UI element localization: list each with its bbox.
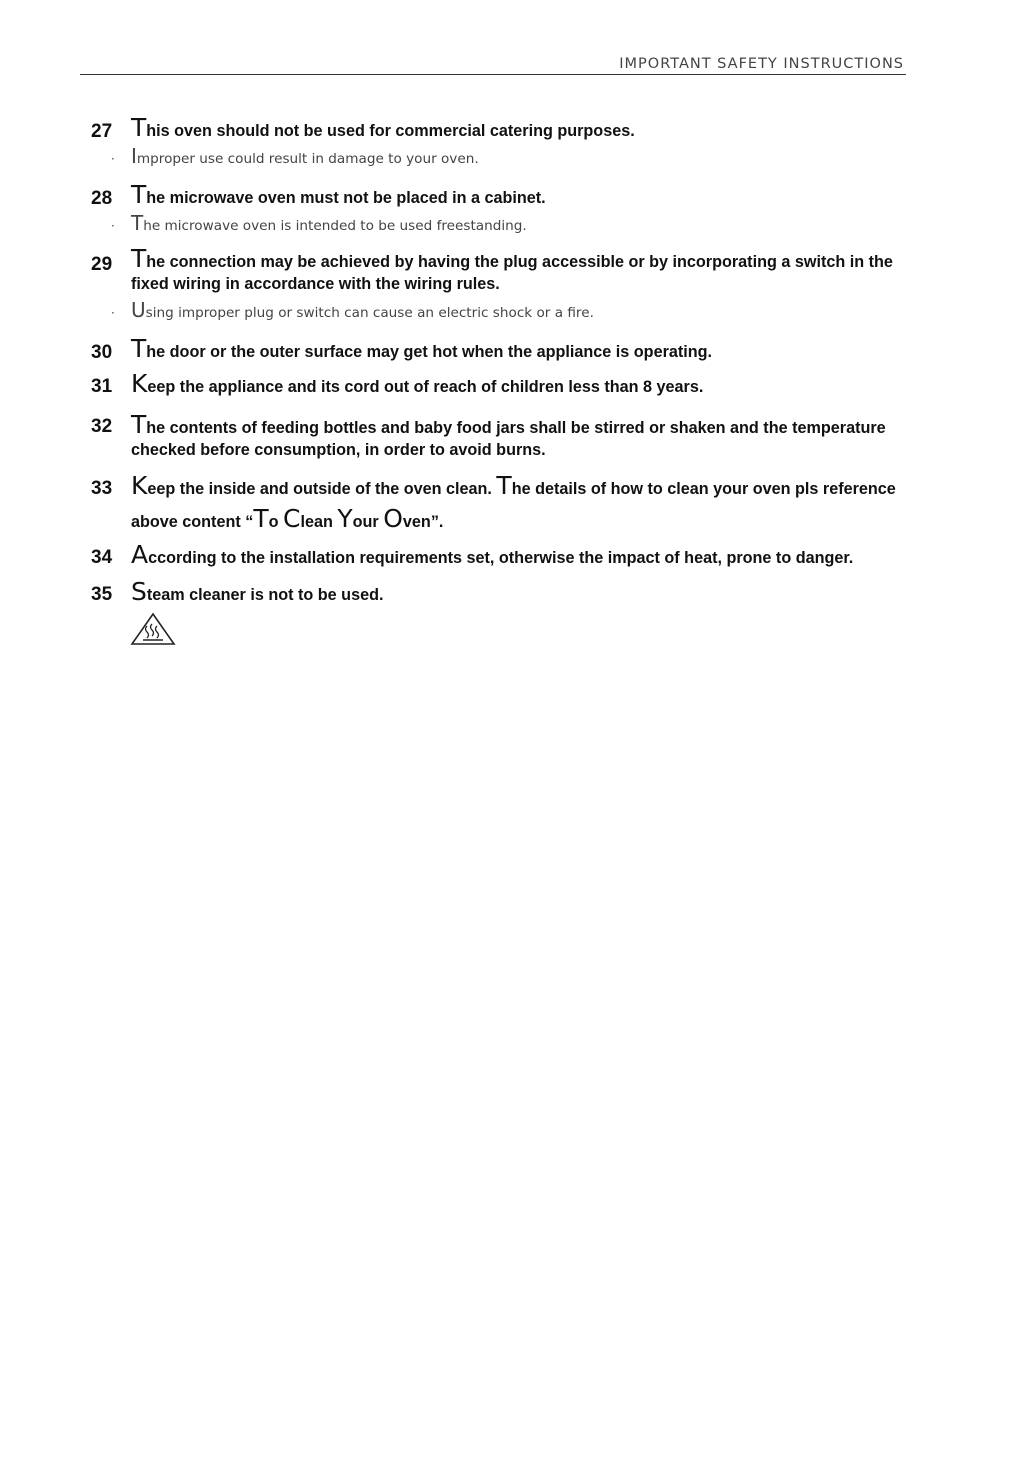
item-number: 35	[91, 584, 113, 605]
item-text: The microwave oven must not be placed in a cabinet.	[131, 180, 546, 209]
item-number: 31	[91, 376, 113, 397]
item-text-line-2: above content “To Clean Your Oven”.	[131, 504, 444, 533]
hot-surface-warning-icon	[130, 612, 176, 646]
item-text-line-2: fixed wiring in accordance with the wiring rules.	[131, 275, 500, 293]
item-number: 27	[91, 121, 113, 142]
item-text: The door or the outer surface may get hot when the appliance is operating.	[131, 334, 713, 363]
item-text: Keep the appliance and its cord out of reach of children less than 8 years.	[131, 369, 704, 398]
item-number: 28	[91, 188, 113, 209]
item-text: Keep the inside and outside of the oven clean. The details of how to clean your oven pls reference	[131, 471, 896, 500]
item-text: The contents of feeding bottles and baby food jars shall be stirred or shaken and the temperature	[131, 410, 886, 439]
instruction-28-note: · The microwave oven is intended to be used freestanding.	[111, 211, 527, 235]
item-number: 33	[91, 478, 113, 499]
instruction-29-note: · Using improper plug or switch can cause an electric shock or a fire.	[111, 298, 594, 322]
header-title: IMPORTANT SAFETY INSTRUCTIONS	[619, 56, 904, 72]
item-text-line-2: checked before consumption, in order to avoid burns.	[131, 441, 546, 459]
item-text: Steam cleaner is not to be used.	[131, 577, 384, 606]
item-number: 34	[91, 547, 113, 568]
item-text: The connection may be achieved by having the plug accessible or by incorporating a switch in the	[131, 244, 893, 273]
page-header	[80, 50, 906, 75]
item-number: 30	[91, 342, 113, 363]
item-text: This oven should not be used for commercial catering purposes.	[131, 113, 635, 142]
item-text: According to the installation requirements set, otherwise the impact of heat, prone to danger.	[131, 540, 854, 569]
item-number: 32	[91, 416, 113, 437]
instruction-27-note: · Improper use could result in damage to your oven.	[111, 144, 479, 168]
item-number: 29	[91, 254, 113, 275]
